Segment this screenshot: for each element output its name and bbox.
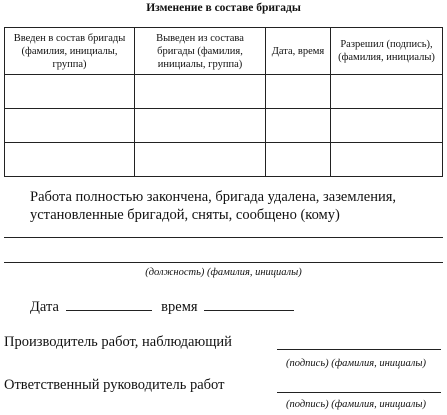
date-time-row: [30, 298, 294, 316]
responsible-manager-label: Ответственный руководитель работ: [4, 377, 225, 393]
table-cell: [135, 109, 266, 143]
header-added: Введен в состав бригады (фамилия, инициалы, группа): [5, 28, 135, 75]
work-producer-signature-line[interactable]: [277, 349, 441, 350]
table-cell: [331, 75, 443, 109]
table-cell: [5, 109, 135, 143]
responsible-manager-signature-line[interactable]: [277, 392, 441, 393]
table-cell: [135, 75, 266, 109]
work-producer-caption: (подпись) (фамилия, инициалы): [286, 358, 426, 369]
section-title: Изменение в составе бригады: [146, 2, 301, 14]
time-field[interactable]: [204, 298, 294, 311]
table-cell: [266, 143, 331, 177]
date-label: Дата: [30, 299, 59, 315]
table-cell: [266, 109, 331, 143]
table-cell: [331, 143, 443, 177]
header-authorized: Разрешил (подпись), (фамилия, инициалы): [331, 28, 443, 75]
recipient-line-1[interactable]: [4, 237, 443, 238]
table-header-row: [5, 28, 443, 75]
table-cell: [135, 143, 266, 177]
table-row: [5, 109, 443, 143]
header-datetime: Дата, время: [266, 28, 331, 75]
time-label: время: [161, 299, 198, 315]
work-producer-label: Производитель работ, наблюдающий: [4, 334, 232, 350]
recipient-line-2[interactable]: [4, 262, 443, 263]
table-cell: [5, 75, 135, 109]
responsible-manager-caption: (подпись) (фамилия, инициалы): [286, 399, 426, 410]
date-field[interactable]: [66, 298, 152, 311]
table-cell: [5, 143, 135, 177]
completion-statement: Работа полностью закончена, бригада удалена, заземления, установленные бригадой, сняты, сообщено (кому): [30, 189, 397, 223]
table-row: [5, 75, 443, 109]
table-cell: [331, 109, 443, 143]
table-cell: [266, 75, 331, 109]
table-row: [5, 143, 443, 177]
recipient-caption: (должность) (фамилия, инициалы): [145, 267, 302, 278]
brigade-changes-table: [4, 27, 443, 177]
header-removed: Выведен из состава бригады (фамилия, инициалы, группа): [135, 28, 266, 75]
